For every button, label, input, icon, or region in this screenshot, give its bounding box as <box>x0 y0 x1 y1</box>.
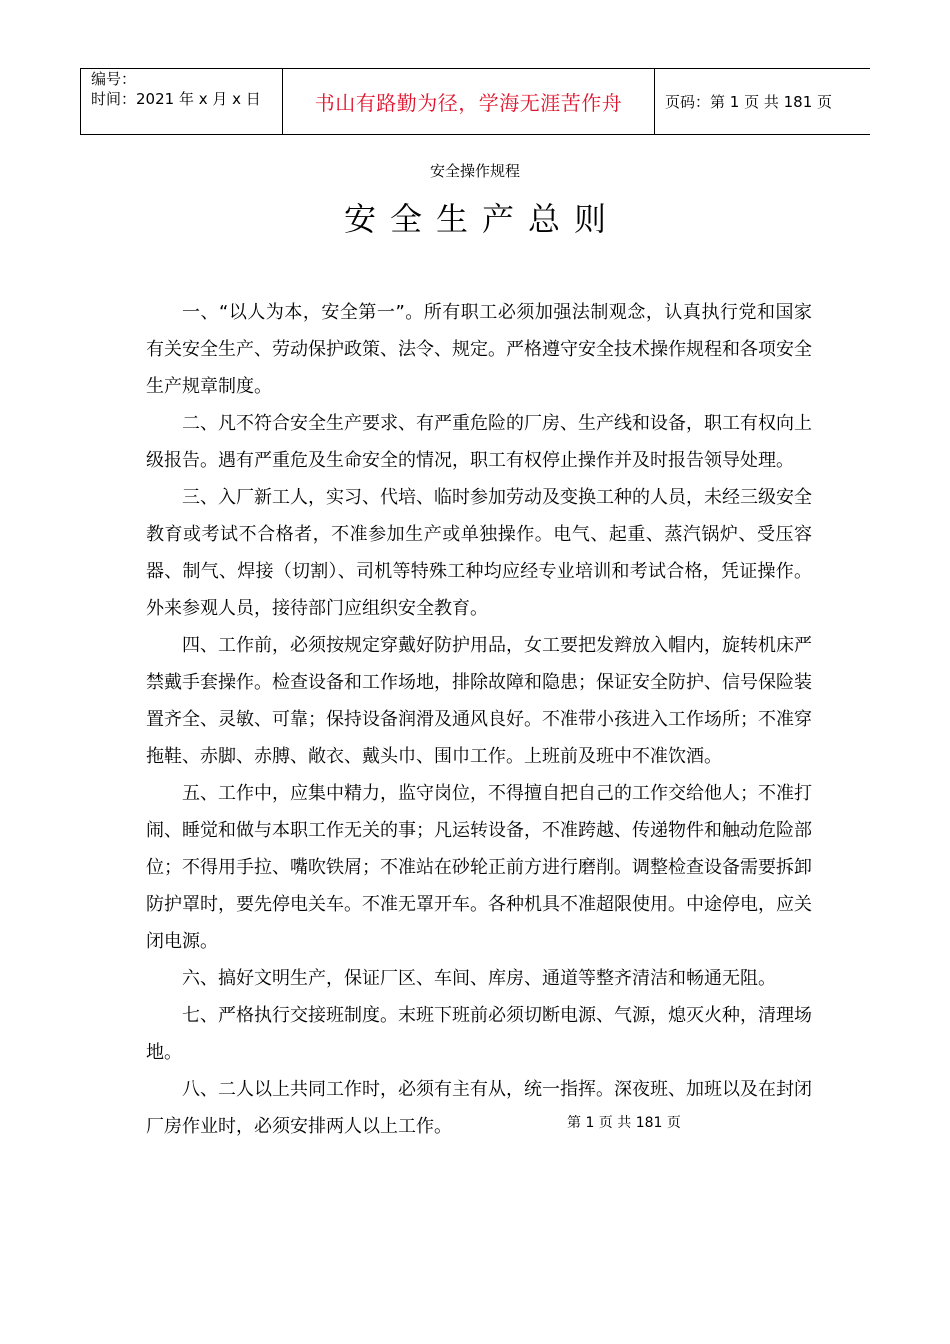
header-table <box>80 68 870 135</box>
page-info-text: 页码：第 1 页 共 181 页 <box>665 93 833 111</box>
page-footer: 第 1 页 共 181 页 <box>565 1112 683 1132</box>
date-label: 时间：2021 年 x 月 x 日 <box>91 90 261 108</box>
paragraph-7: 七、严格执行交接班制度。末班下班前必须切断电源、气源，熄灭火种，清理场地。 <box>146 1005 812 1063</box>
motto-text: 书山有路勤为径，学海无涯苦作舟 <box>314 91 623 115</box>
paragraph-2: 二、凡不符合安全生产要求、有严重危险的厂房、生产线和设备，职工有权向上级报告。遇有严重危及生命安全的情况，职工有权停止操作并及时报告领导处理。 <box>146 413 812 471</box>
paragraph-5: 五、工作中，应集中精力，监守岗位，不得擅自把自己的工作交给他人；不准打闹、睡觉和做与本职工作无关的事；凡运转设备，不准跨越、传递物件和触动危险部位；不得用手拉、嘴吹铁屑；不准站在砂轮正前方进行磨削。调整检查设备需要拆卸防护罩时，要先停电关车。不准无罩开车。各种机具不准超限使用。中途停电，应关闭电源。 <box>146 783 812 952</box>
number-label: 编号： <box>91 70 137 88</box>
paragraph-6: 六、搞好文明生产，保证厂区、车间、库房、通道等整齐清洁和畅通无阻。 <box>182 968 776 989</box>
paragraph-1: 一、“以人为本，安全第一”。所有职工必须加强法制观念，认真执行党和国家有关安全生产、劳动保护政策、法令、规定。严格遵守安全技术操作规程和各项安全生产规章制度。 <box>146 302 812 397</box>
document-subtitle: 安全操作规程 <box>429 162 520 180</box>
document-title: 安全生产总则 <box>343 200 620 238</box>
paragraph-3: 三、入厂新工人，实习、代培、临时参加劳动及变换工种的人员，未经三级安全教育或考试不合格者，不准参加生产或单独操作。电气、起重、蒸汽锅炉、受压容器、制气、焊接（切割）、司机等特殊工种均应经专业培训和考试合格，凭证操作。外来参观人员，接待部门应组织安全教育。 <box>146 487 812 619</box>
page-info-cell <box>655 69 871 134</box>
header-info-cell <box>81 69 283 134</box>
document-body <box>146 294 812 1145</box>
paragraph-4: 四、工作前，必须按规定穿戴好防护用品，女工要把发辫放入帽内，旋转机床严禁戴手套操作。检查设备和工作场地，排除故障和隐患；保证安全防护、信号保险装置齐全、灵敏、可靠；保持设备润滑及通风良好。不准带小孩进入工作场所；不准穿拖鞋、赤脚、赤膊、敞衣、戴头巾、围巾工作。上班前及班中不准饮酒。 <box>146 635 812 767</box>
paragraph-8: 八、二人以上共同工作时，必须有主有从，统一指挥。深夜班、加班以及在封闭厂房作业时，必须安排两人以上工作。 <box>146 1079 812 1137</box>
motto-cell <box>283 69 655 134</box>
